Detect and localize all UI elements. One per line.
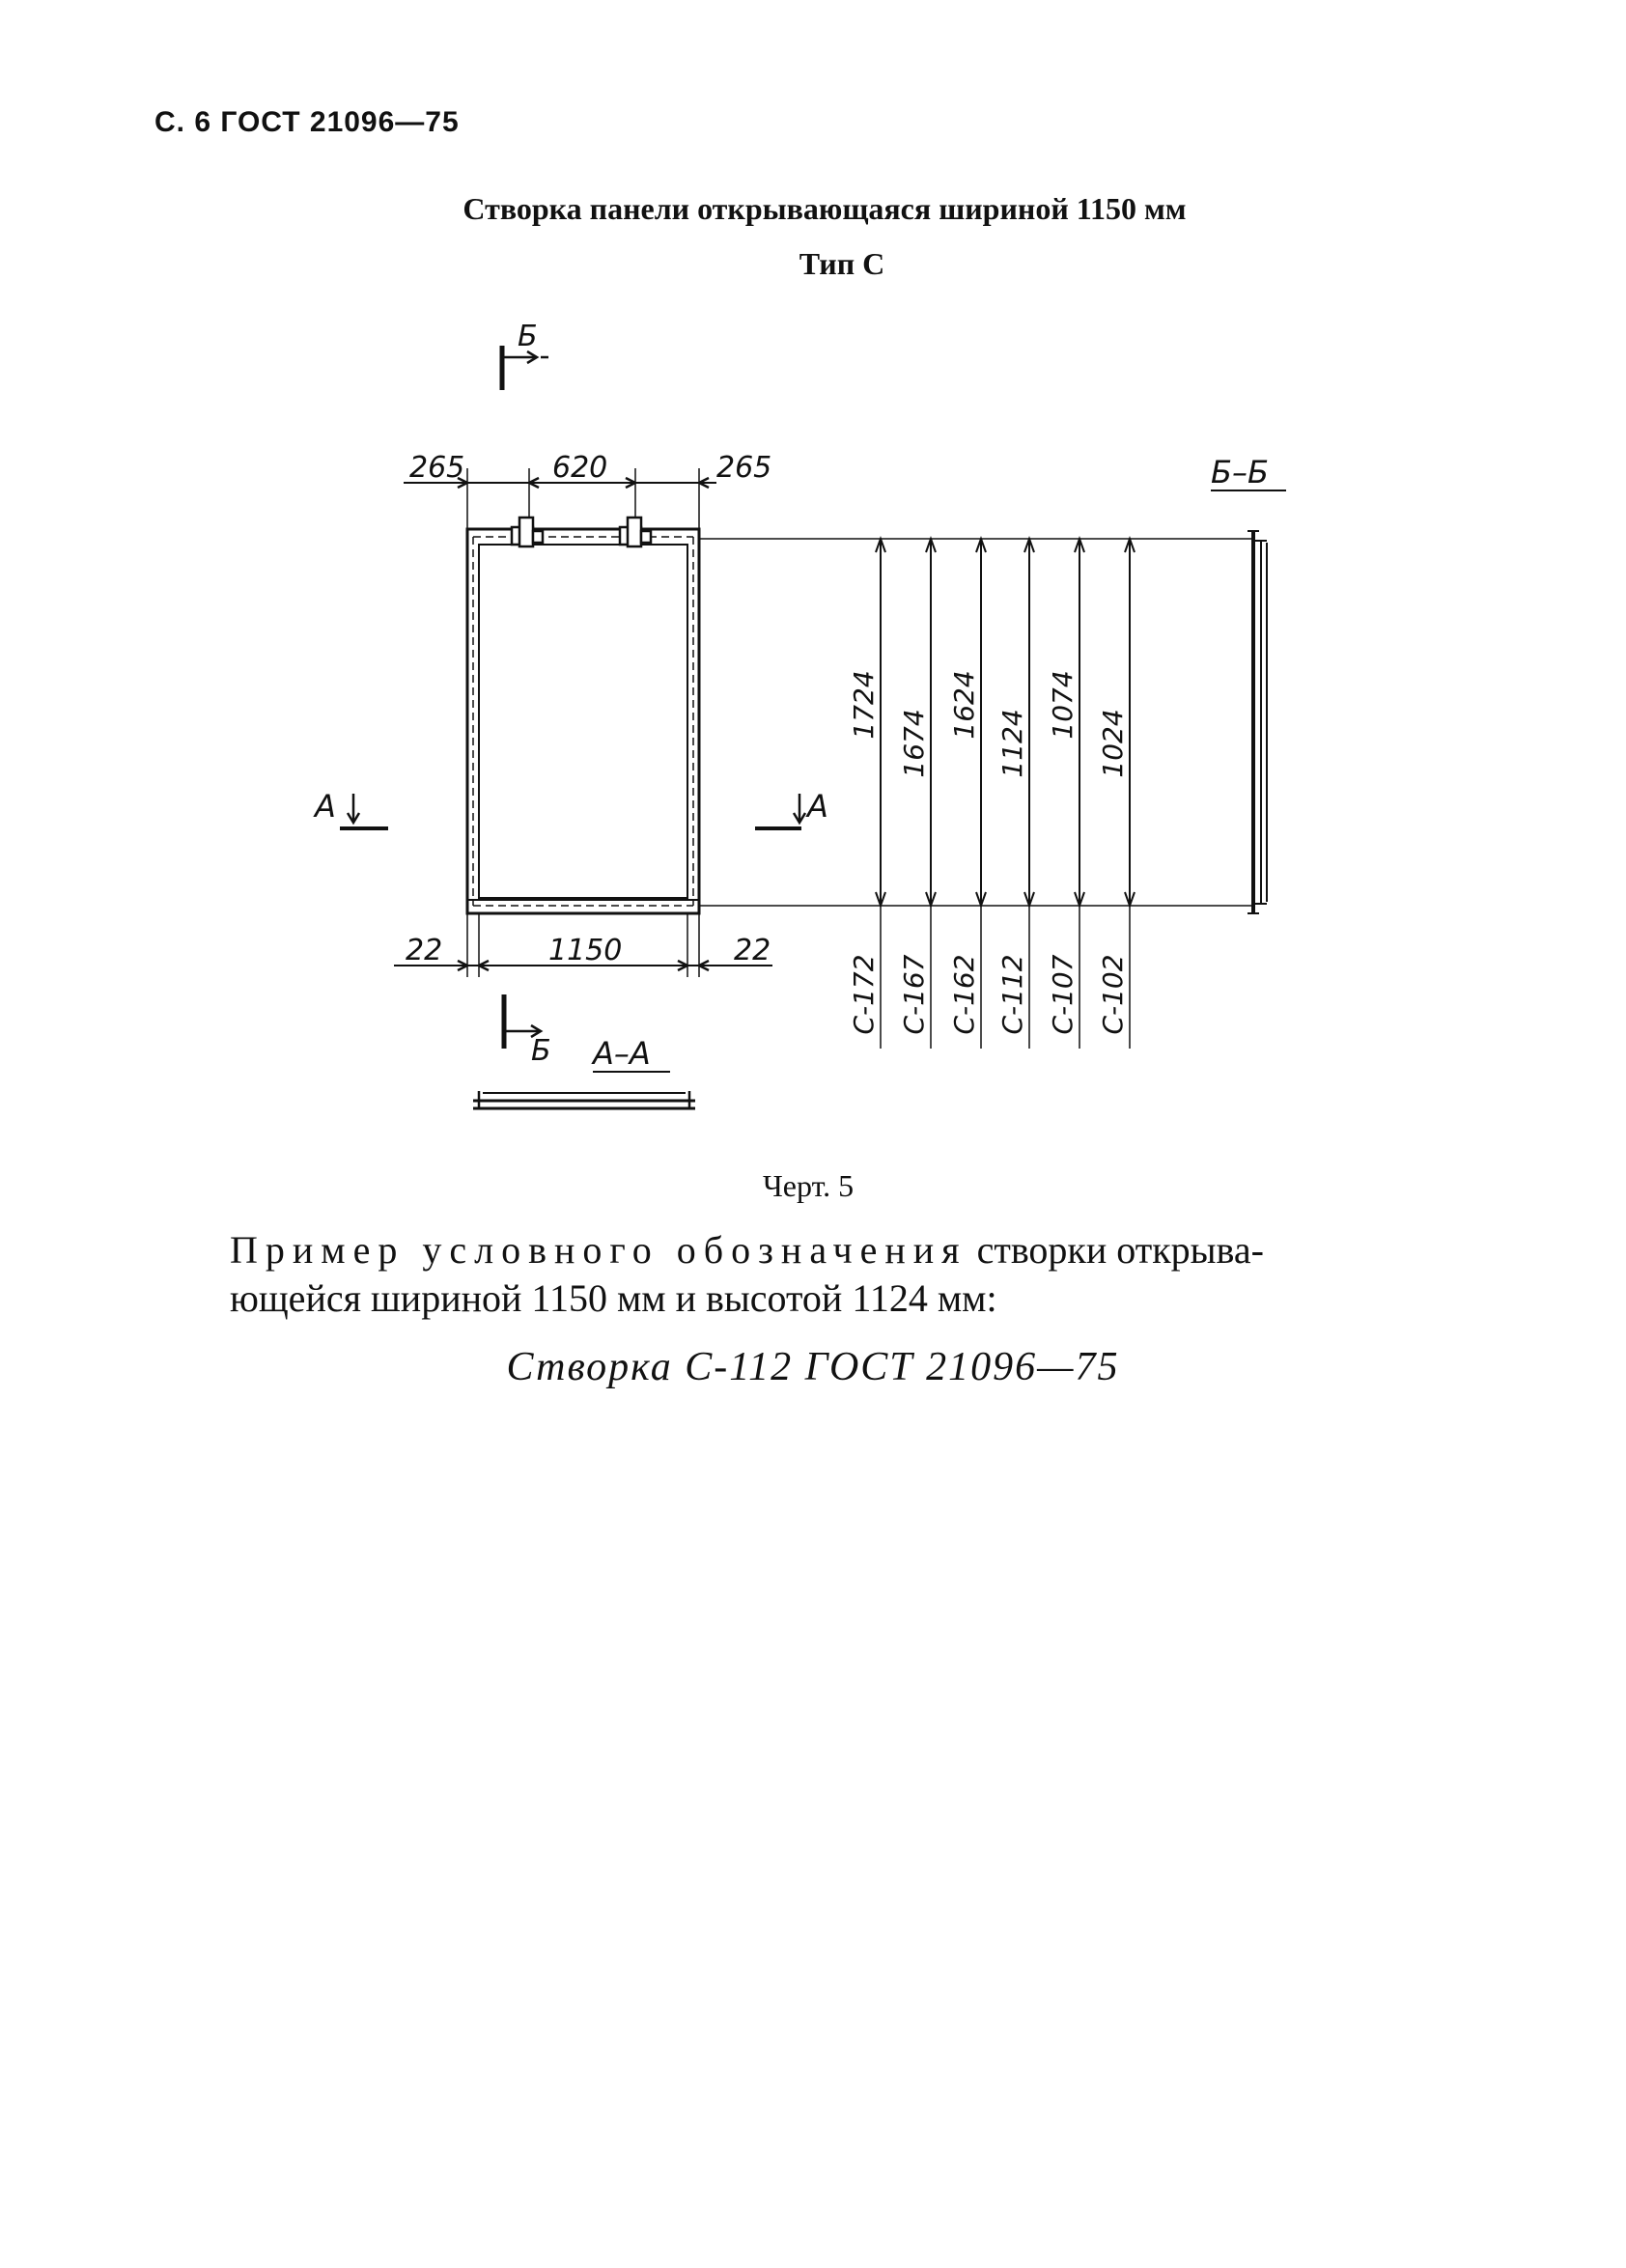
page-header: С. 6 ГОСТ 21096—75 (154, 106, 460, 138)
sash-frame-outer (467, 529, 699, 913)
dim-1150: 1150 (548, 934, 623, 967)
dim-22-left: 22 (406, 934, 443, 967)
section-a-title: А–А (593, 1035, 651, 1072)
type-label-С-102: С-102 (1097, 954, 1129, 1035)
example-designation: Створка С-112 ГОСТ 21096—75 (506, 1345, 1120, 1389)
hinge-left (512, 518, 543, 546)
height-label-1074: 1074 (1047, 670, 1079, 740)
dim-265-left: 265 (409, 451, 465, 485)
drawing-type-label: Тип С (799, 246, 885, 281)
example-line1-rest: створки открыва- (976, 1228, 1264, 1272)
height-label-1724: 1724 (848, 670, 880, 740)
type-label-С-172: С-172 (848, 954, 880, 1035)
section-b-label-bottom: Б (531, 1034, 551, 1068)
height-label-1674: 1674 (898, 709, 930, 778)
section-a-label-right: А (807, 788, 828, 825)
type-label-С-107: С-107 (1047, 954, 1079, 1035)
section-b-title: Б–Б (1211, 454, 1269, 490)
sash-frame-inner (479, 545, 687, 898)
type-label-С-112: С-112 (996, 954, 1028, 1035)
type-label-С-167: С-167 (898, 954, 930, 1035)
type-label-С-162: С-162 (948, 954, 980, 1035)
example-line2: ющейся шириной 1150 мм и высотой 1124 мм: (230, 1276, 997, 1320)
section-b-label-top: Б (518, 320, 538, 353)
example-paragraph (230, 1226, 1485, 1323)
height-label-1024: 1024 (1097, 709, 1129, 778)
dim-22-right: 22 (734, 934, 771, 967)
height-label-1124: 1124 (996, 709, 1028, 778)
dim-265-right: 265 (716, 451, 772, 485)
drawing-title: Створка панели открывающаяся шириной 1150 мм (463, 191, 1187, 226)
example-lead: Пример условного обозначения (230, 1228, 967, 1272)
section-a-label-left: А (315, 788, 336, 825)
dim-620: 620 (552, 451, 608, 485)
hinge-right (620, 518, 651, 546)
figure-caption: Черт. 5 (763, 1168, 855, 1203)
height-label-1624: 1624 (948, 670, 980, 740)
